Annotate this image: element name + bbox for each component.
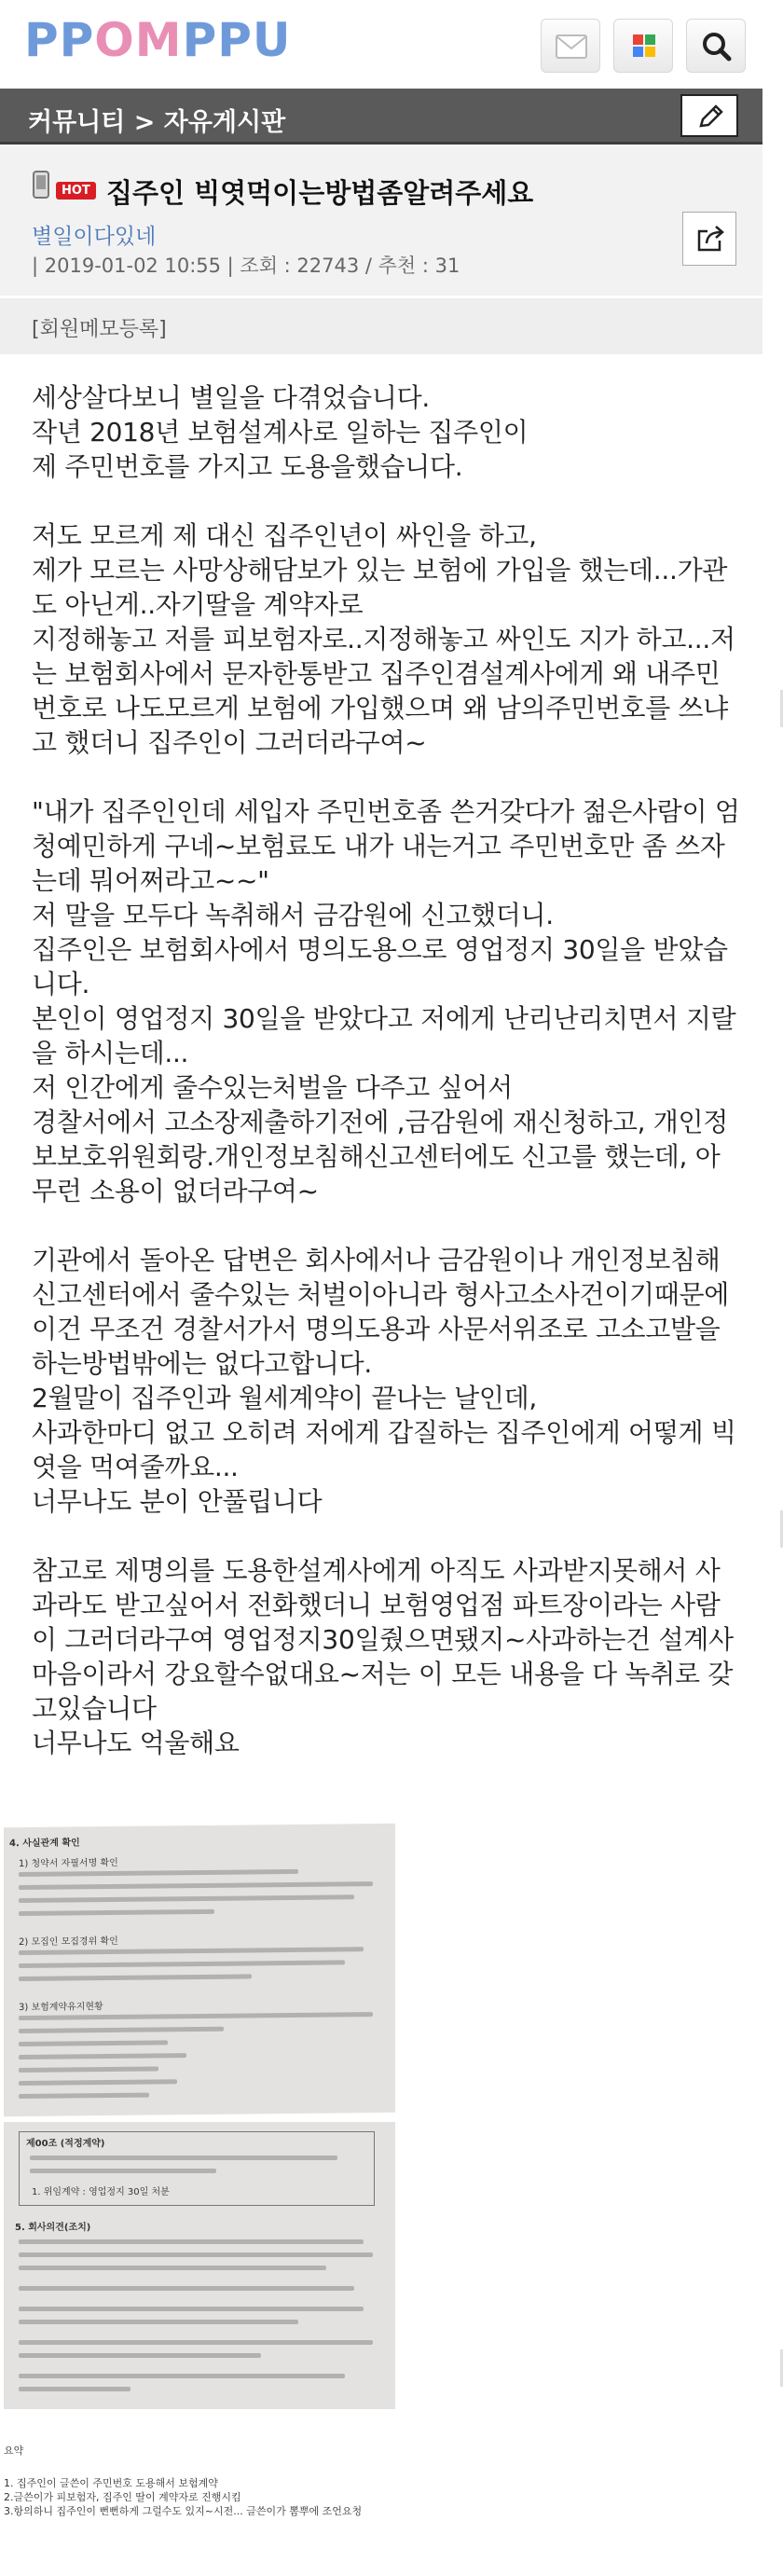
logo-text: PPOMPPU [24, 13, 292, 67]
author-name[interactable]: 별일이다있네 [32, 225, 157, 249]
write-button[interactable] [680, 94, 738, 137]
doc-subheading: 2) 모집인 모집경위 확인 [19, 1935, 118, 1949]
doc-subheading: 3) 보험계약유지현황 [19, 2002, 103, 2014]
hot-badge: HOT [56, 182, 96, 200]
document-photo-1[interactable] [4, 1824, 395, 2116]
breadcrumb[interactable]: 커뮤니티 > 자유게시판 [28, 108, 286, 137]
body-paragraph: "내가 집주인인데 세입자 주민번호좀 쓴거갖다가 젊은사람이 엄청예민하게 구네~보험료도 내가 내는거고 주민번호만 좀 쓰자는데 뭐어쩌라고~~" 저 말을 모두다 녹취해서 금감원에 신고했더니. 집주인은 보험회사에서 명의도용으로 영업정지 30일을 받았습니다. 본인이 영업정지 30일을 받았다고 저에게 난리난리치면서 지랄을 하시는데... 저 인간에게 줄수있는처벌을 다주고 싶어서 경찰서에서 고소장제출하기전에 ,금감원에 재신청하고, 개인정보보호위원회랑.개인정보침해신고센터에도 신고를 했는데, 아무런 소용이 없더라구여~ [32, 796, 740, 1206]
site-logo[interactable] [24, 13, 291, 67]
menu-button[interactable] [613, 19, 673, 73]
pencil-icon [697, 103, 725, 130]
summary-title: 요약 [4, 2445, 24, 2457]
doc-section-title: 5. 회사의견(조치) [15, 2223, 91, 2233]
summary-item: 3.항의하니 집주인이 뻔뻔하게 그럴수도 있지~시전... 글쓴이가 뽐뿌에 조언요청 [4, 2505, 363, 2517]
summary-item: 2.글쓴이가 피보험자, 집주인 딸이 계약자로 진행시킴 [4, 2491, 241, 2503]
body-paragraph: 세상살다보니 별일을 다겪었습니다. 작년 2018년 보험설계사로 일하는 집주인이 제 주민번호를 가지고 도용을했습니다. [32, 382, 529, 482]
share-button[interactable] [682, 212, 736, 266]
doc-heading: 4. 사실관계 확인 [9, 1838, 80, 1850]
body-paragraph: 참고로 제명의를 도용한설계사에게 아직도 사과받지못해서 사과라도 받고싶어서 전화했더니 보험영업점 파트장이라는 사람이 그러더라구여 영업정지30일줬으면됐지~사과하는건 설계사마음이라서 강요할수없대요~저는 이 모든 내용을 다 녹취로 갖고있습니다 너무나도 억울해요 [32, 1555, 734, 1758]
doc-item: 1. 위임계약 : 영업정지 30일 처분 [32, 2187, 170, 2197]
member-memo-bar [0, 298, 762, 354]
board-nav-bar [0, 89, 762, 145]
body-paragraph: 저도 모르게 제 대신 집주인년이 싸인을 하고, 제가 모르는 사망상해담보가 있는 보험에 가입을 했는데...가관도 아닌게..자기딸을 계약자로 지정해놓고 저를 피보험자로..지정해놓고 싸인도 지가 하고...저는 보험회사에서 문자한통받고 집주인겸설계사에게 왜 내주민번호로 나도모르게 보험에 가입했으며 왜 남의주민번호를 쓰냐고 했더니 집주인이 그러더라구여~ [32, 520, 735, 758]
doc-subheading: 1) 청약서 자필서명 확인 [19, 1857, 118, 1870]
body-paragraph: 기관에서 돌아온 답변은 회사에서나 금감원이나 개인정보침해신고센터에서 줄수있는 처벌이아니라 형사고소사건이기때문에 이건 무조건 경찰서가서 명의도용과 사문서위조로 고소고발을 하는방법밖에는 없다고합니다. 2월말이 집주인과 월세계약이 끝나는 날인데, 사과한마디 없고 오히려 저에게 갑질하는 집주인에게 어떻게 빅엿을 먹여줄까요... 너무나도 분이 안풀립니다 [32, 1245, 736, 1517]
grid-icon [627, 31, 661, 62]
top-bar [0, 0, 762, 89]
post-meta: | 2019-01-02 10:55 | 조회 : 22743 / 추천 : 31 [32, 255, 460, 277]
mobile-icon [32, 171, 50, 199]
post-body [32, 380, 740, 1760]
share-icon [695, 224, 725, 254]
doc-box-title: 제00조 (적정계약) [26, 2139, 105, 2149]
mail-button[interactable] [541, 19, 600, 73]
summary-item: 1. 집주인이 글쓴이 주민번호 도용해서 보험계약 [4, 2477, 218, 2489]
post-header [0, 145, 762, 296]
mail-icon [555, 31, 588, 62]
search-icon [700, 31, 734, 62]
document-photo-2[interactable] [4, 2122, 395, 2409]
post-title: 집주인 빅엿먹이는방법좀알려주세요 [106, 177, 534, 209]
memo-register-link[interactable]: [회원메모등록] [32, 318, 167, 341]
search-button[interactable] [686, 19, 746, 73]
summary-list [4, 2476, 362, 2518]
